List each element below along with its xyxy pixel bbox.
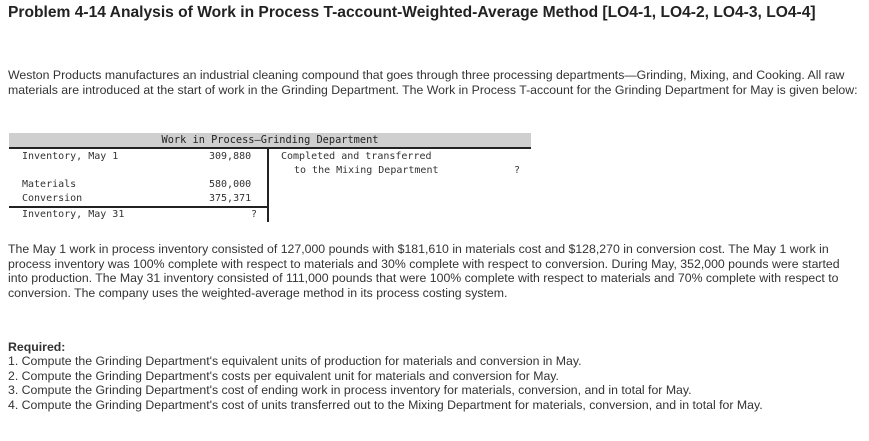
t-account-top-rule	[9, 147, 531, 149]
t-account-total-rule	[9, 206, 267, 208]
inventory-may31-value: ?	[251, 209, 258, 220]
required-heading: Required:	[8, 340, 66, 354]
inventory-may31-label: Inventory, May 31	[22, 209, 125, 220]
completed-transferred-label: Completed and transferred	[281, 151, 432, 162]
required-item: 2. Compute the Grinding Department's costs per equivalent unit for materials and conversion for May.	[8, 368, 559, 383]
inventory-may1-value: 309,880	[209, 151, 252, 162]
materials-value: 580,000	[209, 179, 252, 190]
required-item: 4. Compute the Grinding Department's cost of units transferred out to the Mixing Department for materials, conversion, and in total for May.	[8, 397, 763, 412]
problem-title: Problem 4-14 Analysis of Work in Process T-account-Weighted-Average Method [LO4-1, LO4-2, LO4-3, LO4-4]	[8, 4, 816, 21]
required-item: 3. Compute the Grinding Department's cost of ending work in process inventory for materials, conversion, and in total for May.	[8, 383, 692, 397]
t-account-center-rule	[267, 149, 269, 222]
inventory-may1-label: Inventory, May 1	[22, 151, 119, 162]
required-list	[8, 354, 863, 412]
intro-paragraph: Weston Products manufactures an industrial cleaning compound that goes through three processing departments—Grinding, Mixing, and Cooking. All raw materials are introduced at the start of work in the Grinding Department. The Work in Process T-account for the Grinding Department for May is given below:	[8, 68, 858, 97]
required-item: 1. Compute the Grinding Department's equivalent units of production for materials and conversion in May.	[8, 354, 582, 368]
details-paragraph: The May 1 work in process inventory consisted of 127,000 pounds with $181,610 in materials cost and $128,270 in conversion cost. The May 1 work in process inventory was 100% complete with respect to materials and 30% complete with respect to conversion. During May, 352,000 pounds were started into production. The May 31 inventory consisted of 111,000 pounds that were 100% complete with respect to materials and 70% complete with respect to conversion. The company uses the weighted-average method in its process costing system.	[8, 242, 840, 300]
mixing-department-label: to the Mixing Department	[294, 165, 439, 176]
conversion-label: Conversion	[22, 193, 83, 204]
conversion-value: 375,371	[209, 193, 252, 204]
t-account-title: Work in Process—Grinding Department	[161, 134, 379, 146]
t-account-table	[9, 133, 531, 223]
transferred-value: ?	[514, 165, 521, 176]
materials-label: Materials	[22, 179, 77, 190]
